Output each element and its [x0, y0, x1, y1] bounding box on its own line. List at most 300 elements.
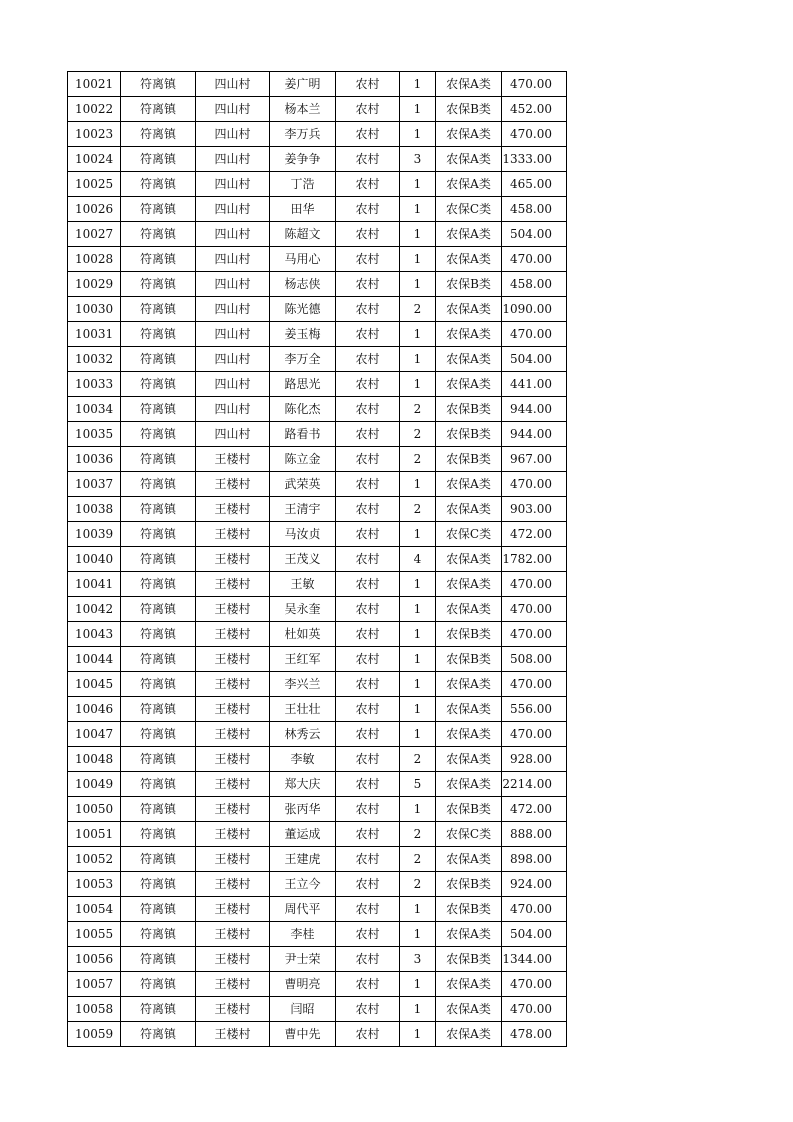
table-row: [68, 497, 567, 522]
area-type-cell: 农村: [336, 697, 400, 722]
town-cell: 符离镇: [121, 822, 196, 847]
record-id-cell: 10034: [68, 397, 121, 422]
amount-cell: 452.00: [502, 97, 567, 122]
household-count-cell: 2: [400, 297, 436, 322]
table-row: [68, 572, 567, 597]
area-type-cell: 农村: [336, 597, 400, 622]
name-cell: 田华: [270, 197, 336, 222]
village-cell: 四山村: [196, 322, 270, 347]
table-row: [68, 447, 567, 472]
record-id-cell: 10032: [68, 347, 121, 372]
town-cell: 符离镇: [121, 947, 196, 972]
village-cell: 王楼村: [196, 447, 270, 472]
amount-cell: 967.00: [502, 447, 567, 472]
village-cell: 王楼村: [196, 947, 270, 972]
name-cell: 李桂: [270, 922, 336, 947]
household-count-cell: 1: [400, 97, 436, 122]
insurance-class-cell: 农保B类: [436, 647, 502, 672]
area-type-cell: 农村: [336, 272, 400, 297]
village-cell: 王楼村: [196, 597, 270, 622]
area-type-cell: 农村: [336, 547, 400, 572]
town-cell: 符离镇: [121, 572, 196, 597]
household-count-cell: 5: [400, 772, 436, 797]
village-cell: 王楼村: [196, 622, 270, 647]
name-cell: 周代平: [270, 897, 336, 922]
amount-cell: 898.00: [502, 847, 567, 872]
town-cell: 符离镇: [121, 272, 196, 297]
town-cell: 符离镇: [121, 722, 196, 747]
village-cell: 王楼村: [196, 522, 270, 547]
area-type-cell: 农村: [336, 122, 400, 147]
area-type-cell: 农村: [336, 447, 400, 472]
name-cell: 陈立金: [270, 447, 336, 472]
table-row: [68, 822, 567, 847]
household-count-cell: 1: [400, 997, 436, 1022]
record-id-cell: 10046: [68, 697, 121, 722]
village-cell: 王楼村: [196, 472, 270, 497]
village-cell: 王楼村: [196, 647, 270, 672]
insurance-class-cell: 农保B类: [436, 872, 502, 897]
insurance-class-cell: 农保A类: [436, 672, 502, 697]
household-count-cell: 2: [400, 397, 436, 422]
insurance-class-cell: 农保B类: [436, 397, 502, 422]
table-row: [68, 97, 567, 122]
town-cell: 符离镇: [121, 372, 196, 397]
area-type-cell: 农村: [336, 647, 400, 672]
page-sheet: [67, 71, 567, 1047]
insurance-class-cell: 农保A类: [436, 547, 502, 572]
record-id-cell: 10057: [68, 972, 121, 997]
amount-cell: 470.00: [502, 572, 567, 597]
name-cell: 陈光德: [270, 297, 336, 322]
village-cell: 四山村: [196, 247, 270, 272]
amount-cell: 470.00: [502, 972, 567, 997]
table-row: [68, 672, 567, 697]
amount-cell: 478.00: [502, 1022, 567, 1047]
household-count-cell: 3: [400, 947, 436, 972]
town-cell: 符离镇: [121, 872, 196, 897]
village-cell: 四山村: [196, 72, 270, 97]
village-cell: 王楼村: [196, 822, 270, 847]
town-cell: 符离镇: [121, 697, 196, 722]
household-count-cell: 1: [400, 897, 436, 922]
data-table: [67, 71, 567, 1047]
table-row: [68, 397, 567, 422]
table-row: [68, 972, 567, 997]
town-cell: 符离镇: [121, 97, 196, 122]
household-count-cell: 2: [400, 822, 436, 847]
table-row: [68, 772, 567, 797]
area-type-cell: 农村: [336, 497, 400, 522]
insurance-class-cell: 农保A类: [436, 322, 502, 347]
table-row: [68, 122, 567, 147]
record-id-cell: 10055: [68, 922, 121, 947]
town-cell: 符离镇: [121, 122, 196, 147]
insurance-class-cell: 农保C类: [436, 522, 502, 547]
insurance-class-cell: 农保B类: [436, 897, 502, 922]
town-cell: 符离镇: [121, 522, 196, 547]
amount-cell: 504.00: [502, 922, 567, 947]
name-cell: 王建虎: [270, 847, 336, 872]
village-cell: 四山村: [196, 97, 270, 122]
record-id-cell: 10029: [68, 272, 121, 297]
insurance-class-cell: 农保A类: [436, 172, 502, 197]
name-cell: 林秀云: [270, 722, 336, 747]
record-id-cell: 10038: [68, 497, 121, 522]
village-cell: 四山村: [196, 397, 270, 422]
record-id-cell: 10051: [68, 822, 121, 847]
record-id-cell: 10035: [68, 422, 121, 447]
insurance-class-cell: 农保A类: [436, 847, 502, 872]
name-cell: 张丙华: [270, 797, 336, 822]
town-cell: 符离镇: [121, 497, 196, 522]
name-cell: 杨本兰: [270, 97, 336, 122]
amount-cell: 944.00: [502, 397, 567, 422]
town-cell: 符离镇: [121, 847, 196, 872]
town-cell: 符离镇: [121, 1022, 196, 1047]
record-id-cell: 10053: [68, 872, 121, 897]
insurance-class-cell: 农保C类: [436, 822, 502, 847]
insurance-class-cell: 农保A类: [436, 147, 502, 172]
record-id-cell: 10025: [68, 172, 121, 197]
amount-cell: 1333.00: [502, 147, 567, 172]
name-cell: 王清宇: [270, 497, 336, 522]
record-id-cell: 10026: [68, 197, 121, 222]
insurance-class-cell: 农保B类: [436, 622, 502, 647]
household-count-cell: 2: [400, 872, 436, 897]
amount-cell: 458.00: [502, 197, 567, 222]
area-type-cell: 农村: [336, 72, 400, 97]
village-cell: 王楼村: [196, 797, 270, 822]
village-cell: 四山村: [196, 297, 270, 322]
household-count-cell: 2: [400, 447, 436, 472]
village-cell: 王楼村: [196, 997, 270, 1022]
name-cell: 李敏: [270, 747, 336, 772]
household-count-cell: 1: [400, 647, 436, 672]
insurance-class-cell: 农保B类: [436, 797, 502, 822]
amount-cell: 556.00: [502, 697, 567, 722]
town-cell: 符离镇: [121, 422, 196, 447]
name-cell: 姜争争: [270, 147, 336, 172]
village-cell: 四山村: [196, 372, 270, 397]
name-cell: 李万全: [270, 347, 336, 372]
town-cell: 符离镇: [121, 797, 196, 822]
name-cell: 王茂义: [270, 547, 336, 572]
area-type-cell: 农村: [336, 997, 400, 1022]
town-cell: 符离镇: [121, 247, 196, 272]
insurance-class-cell: 农保B类: [436, 97, 502, 122]
name-cell: 杨志侠: [270, 272, 336, 297]
area-type-cell: 农村: [336, 747, 400, 772]
amount-cell: 470.00: [502, 672, 567, 697]
table-row: [68, 72, 567, 97]
name-cell: 陈化杰: [270, 397, 336, 422]
insurance-class-cell: 农保B类: [436, 947, 502, 972]
insurance-class-cell: 农保A类: [436, 372, 502, 397]
household-count-cell: 1: [400, 622, 436, 647]
household-count-cell: 1: [400, 347, 436, 372]
record-id-cell: 10030: [68, 297, 121, 322]
record-id-cell: 10042: [68, 597, 121, 622]
name-cell: 王敏: [270, 572, 336, 597]
village-cell: 王楼村: [196, 922, 270, 947]
amount-cell: 1344.00: [502, 947, 567, 972]
table-row: [68, 472, 567, 497]
household-count-cell: 1: [400, 797, 436, 822]
village-cell: 王楼村: [196, 697, 270, 722]
amount-cell: 903.00: [502, 497, 567, 522]
name-cell: 李兴兰: [270, 672, 336, 697]
record-id-cell: 10048: [68, 747, 121, 772]
insurance-class-cell: 农保A类: [436, 497, 502, 522]
insurance-class-cell: 农保B类: [436, 272, 502, 297]
record-id-cell: 10054: [68, 897, 121, 922]
record-id-cell: 10022: [68, 97, 121, 122]
insurance-class-cell: 农保A类: [436, 722, 502, 747]
name-cell: 杜如英: [270, 622, 336, 647]
insurance-class-cell: 农保A类: [436, 697, 502, 722]
record-id-cell: 10037: [68, 472, 121, 497]
area-type-cell: 农村: [336, 172, 400, 197]
village-cell: 四山村: [196, 197, 270, 222]
name-cell: 马汝贞: [270, 522, 336, 547]
amount-cell: 470.00: [502, 72, 567, 97]
record-id-cell: 10041: [68, 572, 121, 597]
town-cell: 符离镇: [121, 222, 196, 247]
insurance-class-cell: 农保A类: [436, 472, 502, 497]
household-count-cell: 1: [400, 197, 436, 222]
table-row: [68, 847, 567, 872]
household-count-cell: 1: [400, 722, 436, 747]
table-row: [68, 997, 567, 1022]
household-count-cell: 1: [400, 72, 436, 97]
area-type-cell: 农村: [336, 897, 400, 922]
town-cell: 符离镇: [121, 347, 196, 372]
amount-cell: 504.00: [502, 222, 567, 247]
record-id-cell: 10039: [68, 522, 121, 547]
town-cell: 符离镇: [121, 197, 196, 222]
name-cell: 路思光: [270, 372, 336, 397]
area-type-cell: 农村: [336, 372, 400, 397]
amount-cell: 472.00: [502, 522, 567, 547]
area-type-cell: 农村: [336, 772, 400, 797]
name-cell: 路看书: [270, 422, 336, 447]
record-id-cell: 10059: [68, 1022, 121, 1047]
insurance-class-cell: 农保A类: [436, 572, 502, 597]
table-row: [68, 322, 567, 347]
household-count-cell: 1: [400, 172, 436, 197]
amount-cell: 470.00: [502, 472, 567, 497]
town-cell: 符离镇: [121, 772, 196, 797]
insurance-class-cell: 农保A类: [436, 347, 502, 372]
table-row: [68, 597, 567, 622]
household-count-cell: 1: [400, 1022, 436, 1047]
area-type-cell: 农村: [336, 797, 400, 822]
village-cell: 王楼村: [196, 1022, 270, 1047]
village-cell: 王楼村: [196, 497, 270, 522]
town-cell: 符离镇: [121, 647, 196, 672]
village-cell: 王楼村: [196, 972, 270, 997]
insurance-class-cell: 农保A类: [436, 972, 502, 997]
area-type-cell: 农村: [336, 147, 400, 172]
village-cell: 四山村: [196, 147, 270, 172]
household-count-cell: 1: [400, 322, 436, 347]
area-type-cell: 农村: [336, 622, 400, 647]
name-cell: 曹中先: [270, 1022, 336, 1047]
household-count-cell: 1: [400, 597, 436, 622]
record-id-cell: 10058: [68, 997, 121, 1022]
village-cell: 王楼村: [196, 847, 270, 872]
record-id-cell: 10024: [68, 147, 121, 172]
record-id-cell: 10021: [68, 72, 121, 97]
record-id-cell: 10040: [68, 547, 121, 572]
name-cell: 郑大庆: [270, 772, 336, 797]
town-cell: 符离镇: [121, 597, 196, 622]
amount-cell: 924.00: [502, 872, 567, 897]
village-cell: 四山村: [196, 222, 270, 247]
area-type-cell: 农村: [336, 672, 400, 697]
amount-cell: 928.00: [502, 747, 567, 772]
village-cell: 王楼村: [196, 722, 270, 747]
town-cell: 符离镇: [121, 147, 196, 172]
table-row: [68, 147, 567, 172]
table-row: [68, 872, 567, 897]
area-type-cell: 农村: [336, 972, 400, 997]
table-row: [68, 947, 567, 972]
amount-cell: 472.00: [502, 797, 567, 822]
town-cell: 符离镇: [121, 997, 196, 1022]
area-type-cell: 农村: [336, 297, 400, 322]
insurance-class-cell: 农保A类: [436, 72, 502, 97]
insurance-class-cell: 农保B类: [436, 447, 502, 472]
area-type-cell: 农村: [336, 347, 400, 372]
insurance-class-cell: 农保A类: [436, 922, 502, 947]
area-type-cell: 农村: [336, 197, 400, 222]
household-count-cell: 1: [400, 572, 436, 597]
name-cell: 姜广明: [270, 72, 336, 97]
amount-cell: 458.00: [502, 272, 567, 297]
town-cell: 符离镇: [121, 397, 196, 422]
household-count-cell: 1: [400, 972, 436, 997]
area-type-cell: 农村: [336, 522, 400, 547]
amount-cell: 470.00: [502, 322, 567, 347]
household-count-cell: 4: [400, 547, 436, 572]
area-type-cell: 农村: [336, 322, 400, 347]
table-row: [68, 747, 567, 772]
record-id-cell: 10033: [68, 372, 121, 397]
record-id-cell: 10027: [68, 222, 121, 247]
household-count-cell: 1: [400, 372, 436, 397]
record-id-cell: 10043: [68, 622, 121, 647]
area-type-cell: 农村: [336, 822, 400, 847]
table-row: [68, 247, 567, 272]
record-id-cell: 10050: [68, 797, 121, 822]
household-count-cell: 1: [400, 522, 436, 547]
amount-cell: 470.00: [502, 722, 567, 747]
table-row: [68, 722, 567, 747]
table-row: [68, 797, 567, 822]
table-body: [68, 72, 567, 1047]
area-type-cell: 农村: [336, 722, 400, 747]
household-count-cell: 1: [400, 222, 436, 247]
town-cell: 符离镇: [121, 297, 196, 322]
town-cell: 符离镇: [121, 672, 196, 697]
table-row: [68, 547, 567, 572]
village-cell: 四山村: [196, 422, 270, 447]
amount-cell: 2214.00: [502, 772, 567, 797]
amount-cell: 470.00: [502, 247, 567, 272]
table-row: [68, 172, 567, 197]
table-row: [68, 922, 567, 947]
area-type-cell: 农村: [336, 422, 400, 447]
household-count-cell: 1: [400, 247, 436, 272]
household-count-cell: 1: [400, 472, 436, 497]
name-cell: 武荣英: [270, 472, 336, 497]
name-cell: 董运成: [270, 822, 336, 847]
table-row: [68, 1022, 567, 1047]
area-type-cell: 农村: [336, 222, 400, 247]
record-id-cell: 10028: [68, 247, 121, 272]
name-cell: 姜玉梅: [270, 322, 336, 347]
record-id-cell: 10056: [68, 947, 121, 972]
insurance-class-cell: 农保A类: [436, 1022, 502, 1047]
area-type-cell: 农村: [336, 472, 400, 497]
table-row: [68, 897, 567, 922]
insurance-class-cell: 农保A类: [436, 597, 502, 622]
household-count-cell: 1: [400, 672, 436, 697]
village-cell: 四山村: [196, 347, 270, 372]
household-count-cell: 1: [400, 697, 436, 722]
village-cell: 王楼村: [196, 772, 270, 797]
area-type-cell: 农村: [336, 97, 400, 122]
table-row: [68, 647, 567, 672]
record-id-cell: 10047: [68, 722, 121, 747]
household-count-cell: 2: [400, 422, 436, 447]
village-cell: 四山村: [196, 122, 270, 147]
town-cell: 符离镇: [121, 922, 196, 947]
record-id-cell: 10036: [68, 447, 121, 472]
amount-cell: 1090.00: [502, 297, 567, 322]
table-row: [68, 622, 567, 647]
household-count-cell: 1: [400, 122, 436, 147]
town-cell: 符离镇: [121, 447, 196, 472]
record-id-cell: 10049: [68, 772, 121, 797]
table-row: [68, 372, 567, 397]
name-cell: 吴永奎: [270, 597, 336, 622]
table-row: [68, 222, 567, 247]
insurance-class-cell: 农保A类: [436, 747, 502, 772]
town-cell: 符离镇: [121, 172, 196, 197]
table-row: [68, 197, 567, 222]
table-row: [68, 422, 567, 447]
village-cell: 王楼村: [196, 747, 270, 772]
household-count-cell: 2: [400, 497, 436, 522]
table-row: [68, 297, 567, 322]
amount-cell: 508.00: [502, 647, 567, 672]
insurance-class-cell: 农保A类: [436, 772, 502, 797]
area-type-cell: 农村: [336, 847, 400, 872]
amount-cell: 888.00: [502, 822, 567, 847]
household-count-cell: 2: [400, 847, 436, 872]
amount-cell: 470.00: [502, 897, 567, 922]
household-count-cell: 1: [400, 922, 436, 947]
area-type-cell: 农村: [336, 872, 400, 897]
record-id-cell: 10052: [68, 847, 121, 872]
area-type-cell: 农村: [336, 572, 400, 597]
area-type-cell: 农村: [336, 397, 400, 422]
amount-cell: 470.00: [502, 997, 567, 1022]
name-cell: 尹士荣: [270, 947, 336, 972]
